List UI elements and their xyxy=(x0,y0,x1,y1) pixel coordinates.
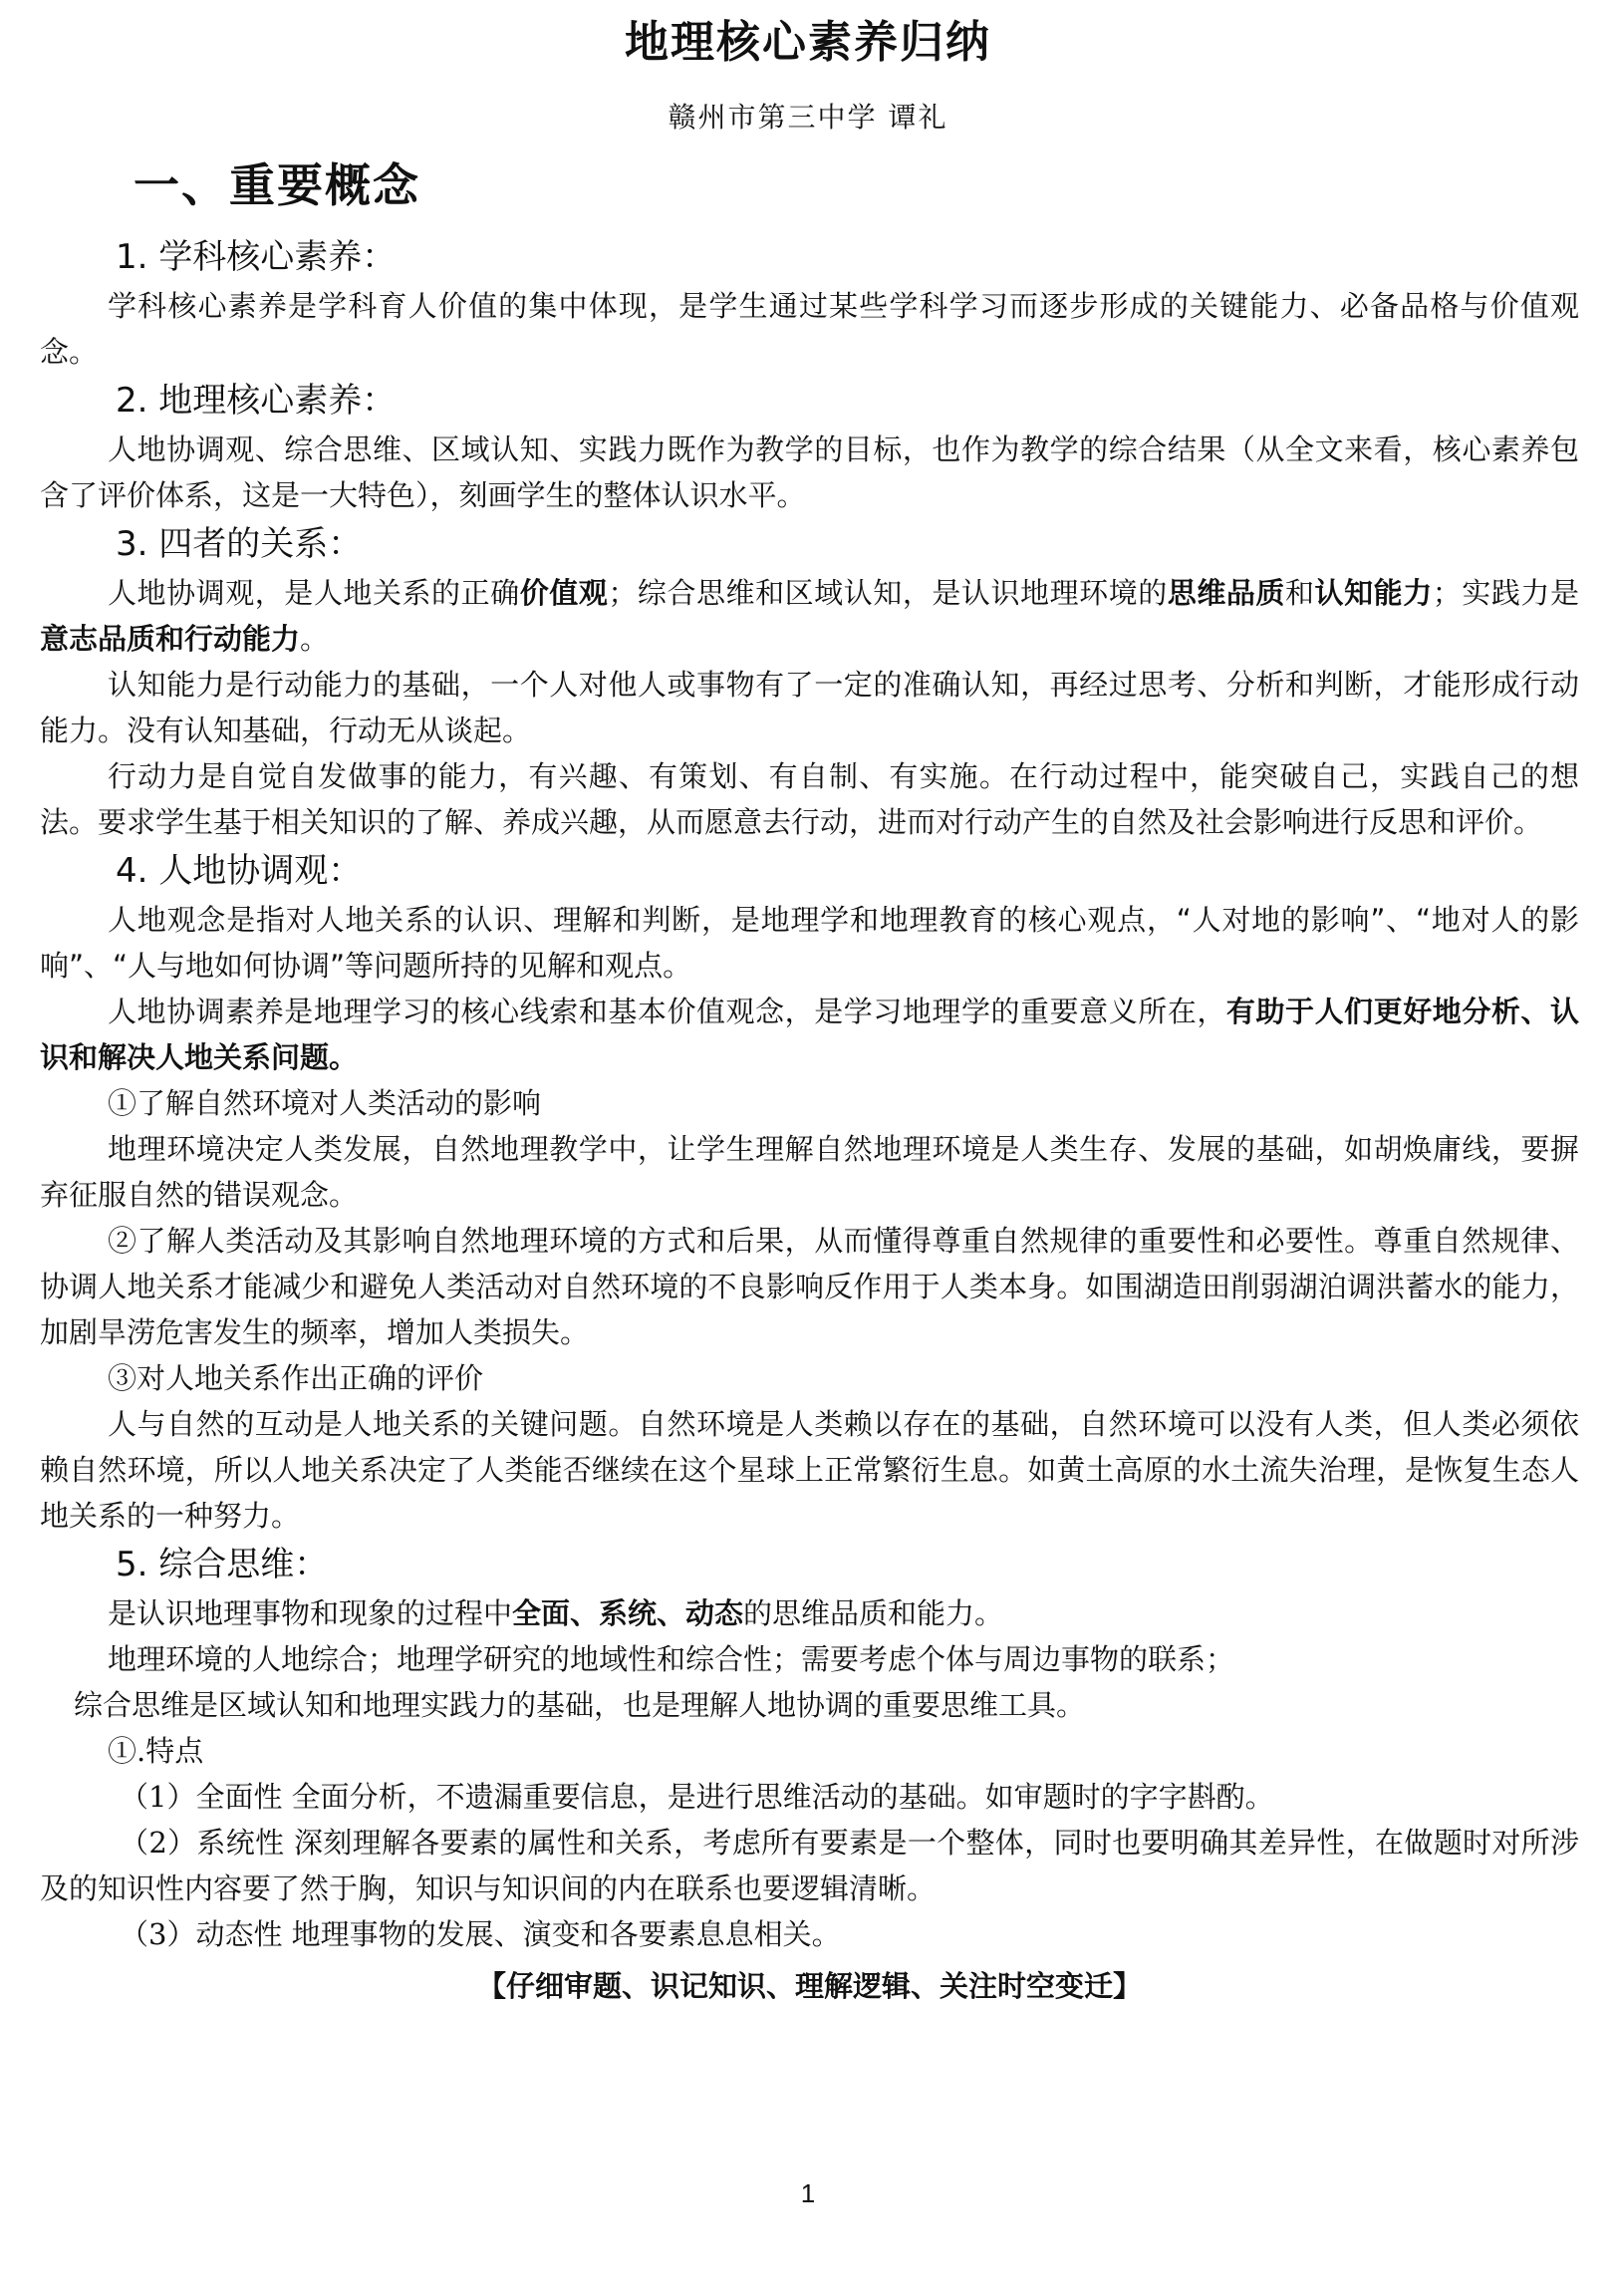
bold-thinking-quality: 思维品质 xyxy=(1167,576,1285,610)
document-author: 赣州市第三中学 谭礼 xyxy=(668,101,948,134)
list-item-heading: ①.特点 xyxy=(108,1734,204,1768)
heading-four-relations: 3. 四者的关系： xyxy=(116,524,363,564)
text-run: 的思维品质和能力。 xyxy=(743,1596,1004,1630)
list-item-heading: ③对人地关系作出正确的评价 xyxy=(108,1361,484,1395)
list-item: （2）系统性 深刻理解各要素的属性和关系，考虑所有要素是一个整体，同时也要明确其差异性，在做题时对所涉及的知识性内容要了然于胸，知识与知识间的内在联系也要逻辑清晰。 xyxy=(40,1826,1579,1905)
heading-geography-core-literacy: 2. 地理核心素养： xyxy=(116,381,397,421)
paragraph: 人与自然的互动是人地关系的关键问题。自然环境是人类赖以存在的基础，自然环境可以没有人类，但人类必须依赖自然环境，所以人地关系决定了人类能否继续在这个星球上正常繁衍生息。如黄土高原的水土流失治理，是恢复生态人地关系的一种努力。 xyxy=(40,1407,1579,1533)
list-item-heading: ①了解自然环境对人类活动的影响 xyxy=(108,1086,542,1120)
document-title: 地理核心素养归纳 xyxy=(625,17,991,68)
bold-will-action: 意志品质和行动能力 xyxy=(40,622,301,656)
bold-cognitive-ability: 认知能力 xyxy=(1314,576,1433,610)
text-run: 和 xyxy=(1284,576,1315,610)
text-run: ；实践力是 xyxy=(1432,576,1579,610)
paragraph: 行动力是自觉自发做事的能力，有兴趣、有策划、有自制、有实施。在行动过程中，能突破自己，实践自己的想法。要求学生基于相关知识的了解、养成兴趣，从而愿意去行动，进而对行动产生的自然及社会影响进行反思和评价。 xyxy=(40,759,1579,839)
text-run: 人地协调素养是地理学习的核心线索和基本价值观念，是学习地理学的重要意义所在， xyxy=(108,995,1226,1028)
paragraph: 综合思维是区域认知和地理实践力的基础，也是理解人地协调的重要思维工具。 xyxy=(74,1688,1086,1722)
bold-harmony-benefit: 有助于人们更好地分析、认识和解决人地关系问题。 xyxy=(40,995,1579,1074)
paragraph: 认知能力是行动能力的基础，一个人对他人或事物有了一定的准确认知，再经过思考、分析和判断，才能形成行动能力。没有认知基础，行动无从谈起。 xyxy=(40,668,1579,747)
list-item: （1）全面性 全面分析，不遗漏重要信息，是进行思维活动的基础。如审题时的字字斟酌。 xyxy=(120,1780,1274,1814)
paragraph: 地理环境的人地综合；地理学研究的地域性和综合性；需要考虑个体与周边事物的联系； xyxy=(108,1642,1235,1676)
text-run: 人地协调观，是人地关系的正确 xyxy=(108,576,520,610)
paragraph: 人地观念是指对人地关系的认识、理解和判断，是地理学和地理教育的核心观点，“人对地的影响”、“地对人的影响”、“人与地如何协调”等问题所持的见解和观点。 xyxy=(40,903,1579,983)
page-number: 1 xyxy=(800,2178,816,2208)
summary-banner: 【仔细审题、识记知识、理解逻辑、关注时空变迁】 xyxy=(476,1969,1142,2003)
paragraph: 人地协调观、综合思维、区域认知、实践力既作为教学的目标，也作为教学的综合结果（从全文来看，核心素养包含了评价体系，这是一大特色），刻画学生的整体认识水平。 xyxy=(40,432,1579,512)
paragraph-relations xyxy=(40,570,1579,662)
paragraph-comprehensive xyxy=(40,1590,1579,1636)
text-run: ；综合思维和区域认知，是认识地理环境的 xyxy=(608,576,1168,610)
heading-subject-core-literacy: 1. 学科核心素养： xyxy=(116,237,397,277)
heading-comprehensive-thinking: 5. 综合思维： xyxy=(116,1545,329,1584)
paragraph: 学科核心素养是学科育人价值的集中体现，是学生通过某些学科学习而逐步形成的关键能力、必备品格与价值观念。 xyxy=(40,289,1579,369)
paragraph: 地理环境决定人类发展，自然地理教学中，让学生理解自然地理环境是人类生存、发展的基础，如胡焕庸线，要摒弃征服自然的错误观念。 xyxy=(40,1132,1579,1212)
document-body xyxy=(40,231,1579,2009)
list-item-heading: ②了解人类活动及其影响自然地理环境的方式和后果，从而懂得尊重自然规律的重要性和必要性。尊重自然规律、协调人地关系才能减少和避免人类活动对自然环境的不良影响反作用于人类本身。如围湖造田削弱湖泊调洪蓄水的能力，加剧旱涝危害发生的频率，增加人类损失。 xyxy=(40,1224,1579,1349)
text-run: 。 xyxy=(300,622,330,656)
heading-human-land-harmony: 4. 人地协调观： xyxy=(116,851,363,891)
text-run: 是认识地理事物和现象的过程中 xyxy=(108,1596,513,1630)
paragraph-harmony xyxy=(40,989,1579,1080)
list-item: （3）动态性 地理事物的发展、演变和各要素息息相关。 xyxy=(120,1917,841,1951)
bold-value-concept: 价值观 xyxy=(519,576,609,610)
section-title: 一、重要概念 xyxy=(134,158,420,212)
bold-comprehensive-dynamic: 全面、系统、动态 xyxy=(512,1596,744,1630)
